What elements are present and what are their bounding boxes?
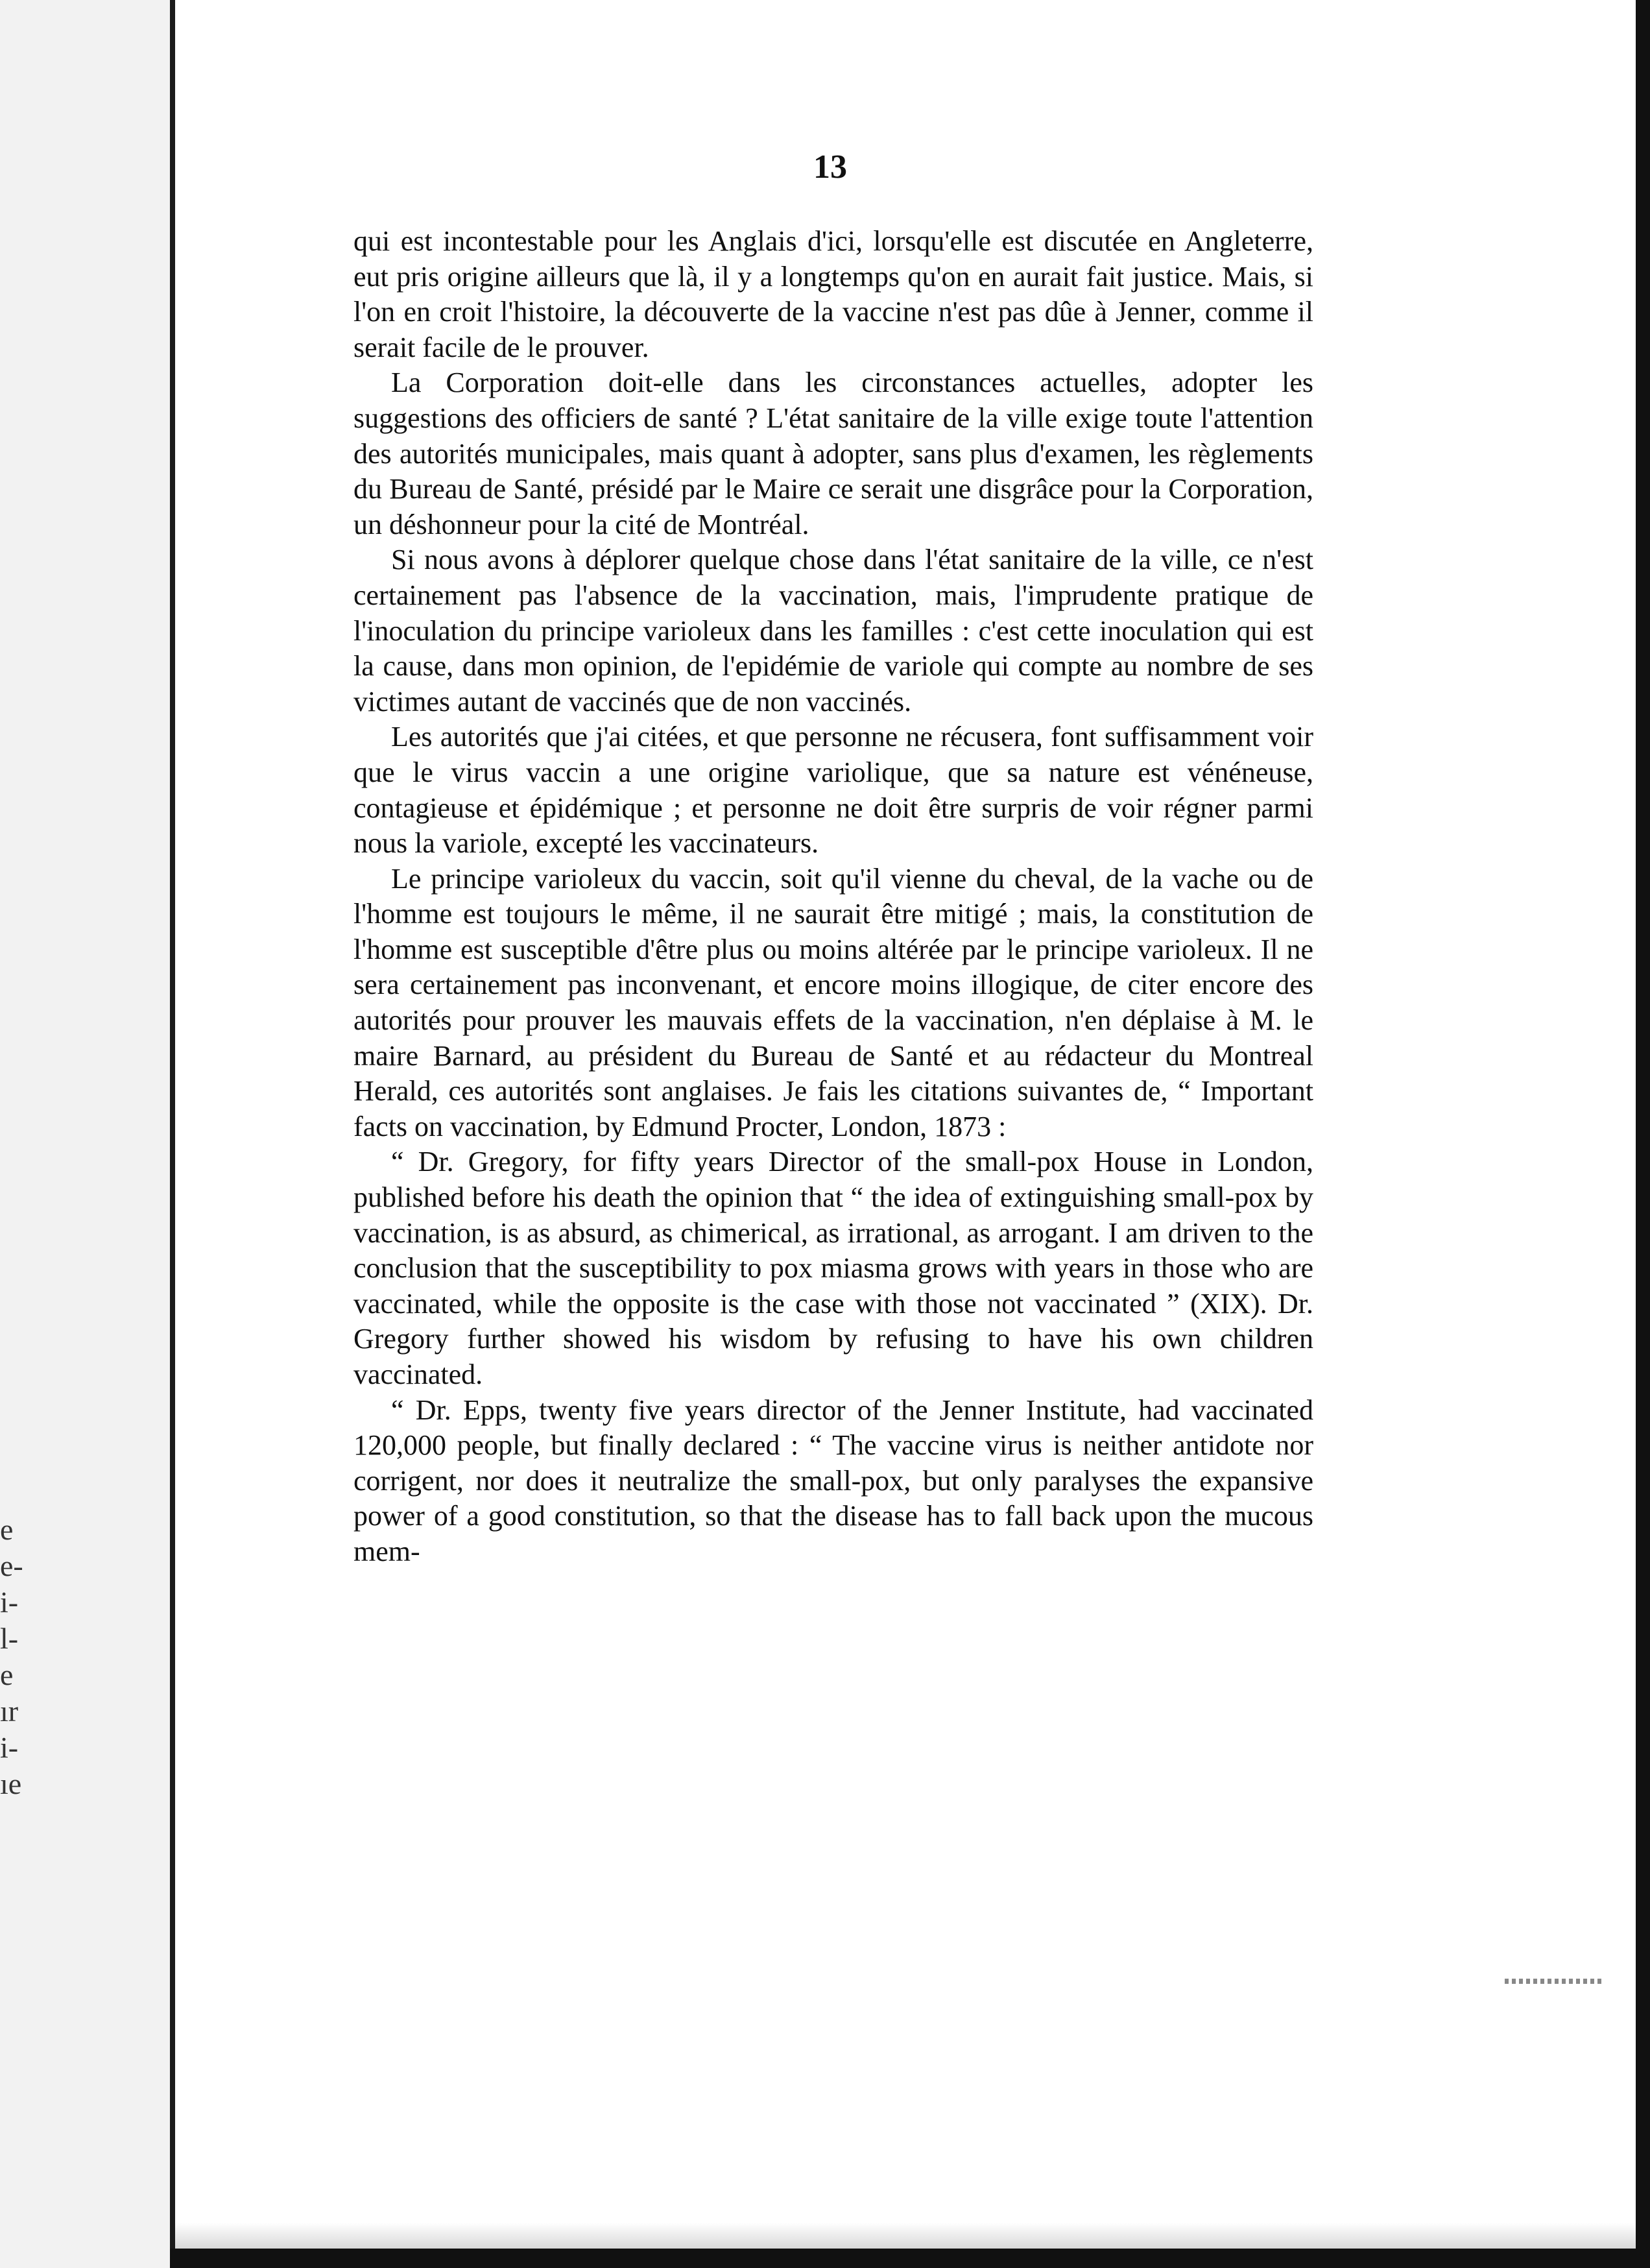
left-margin-fragments bbox=[0, 1512, 26, 1802]
paragraph-continuation: qui est incontestable pour les Anglais d'ici, lorsqu'elle est discutée en Angleterre, eut pris origine ailleurs que là, il y a longtemps qu'on en aurait fait justice. Mais, si l'on en croit l'histoire, la découverte de la vaccine n'est pas dûe à Jenner, comme il serait facile de le prouver. bbox=[353, 225, 1313, 363]
paragraph: Le principe varioleux du vaccin, soit qu'il vienne du cheval, de la vache ou de l'homme est toujours le même, il ne saurait être mitigé ; mais, la constitution de l'homme est susceptible d'être plus ou moins altérée par le principe varioleux. Il ne sera certainement pas inconvenant, et encore moins illogique, de citer encore des autorités pour prouver les mauvais effets de la vaccination, n'en déplaise à M. le maire Barnard, au président du Bureau de Santé et au rédacteur du Montreal Herald, ces autorités sont anglaises. Je fais les citations suivantes de, “ Important facts on vaccination, by Edmund Procter, London, 1873 : bbox=[353, 862, 1313, 1142]
left-page-strip bbox=[0, 0, 174, 2268]
margin-fragment: i- bbox=[0, 1731, 19, 1764]
margin-fragment: l- bbox=[0, 1622, 19, 1655]
margin-fragment: e- bbox=[0, 1549, 23, 1582]
body-text bbox=[353, 224, 1313, 1570]
paragraph: Les autorités que j'ai citées, et que personne ne récusera, font suffisamment voir que le virus vaccin a une origine variolique, que sa nature est vénéneuse, contagieuse et épidémique ; et personne ne doit être surpris de voir régner parmi nous la variole, excepté les vaccinateurs. bbox=[353, 721, 1313, 860]
page-bottom-shadow bbox=[175, 2223, 1636, 2249]
margin-fragment: e bbox=[0, 1658, 14, 1691]
scan-bottom-edge bbox=[170, 2249, 1650, 2268]
scan-speck bbox=[1505, 1979, 1602, 1984]
margin-fragment: ır bbox=[0, 1695, 19, 1728]
paragraph: Si nous avons à déplorer quelque chose dans l'état sanitaire de la ville, ce n'est certainement pas l'absence de la vaccination, mais, l'imprudente pratique de l'inoculation du principe varioleux dans les familles : c'est cette inoculation qui est la cause, dans mon opinion, de l'epidémie de variole qui compte au nombre de ses victimes autant de vaccinés que de non vaccinés. bbox=[353, 544, 1313, 718]
page-number: 13 bbox=[813, 149, 847, 186]
page-gutter-shadow bbox=[170, 0, 175, 2268]
margin-fragment: ıe bbox=[0, 1767, 22, 1800]
quotation-paragraph: “ Dr. Gregory, for fifty years Director of the small-pox House in London, published before his death the opinion that “ the idea of extinguishing small-pox by vaccination, is as absurd, as chimerical, as irrational, as arrogant. I am driven to the conclusion that the susceptibility to pox miasma grows with years in those who are vaccinated, while the opposite is the case with those not vaccinated ” (XIX). Dr. Gregory further showed his wisdom by refusing to have his own children vaccinated. bbox=[353, 1146, 1313, 1390]
margin-fragment: e bbox=[0, 1513, 14, 1546]
scan-right-edge bbox=[1636, 0, 1650, 2268]
margin-fragment: i- bbox=[0, 1586, 19, 1619]
quotation-paragraph: “ Dr. Epps, twenty five years director of the Jenner Institute, had vaccinated 120,000 people, but finally declared : “ The vaccine virus is neither antidote nor corrigent, nor does it neutralize the small-pox, but only paralyses the expansive power of a good constitution, so that the disease has to fall back upon the mucous mem- bbox=[353, 1393, 1313, 1567]
paragraph: La Corporation doit-elle dans les circonstances actuelles, adopter les suggestions des officiers de santé ? L'état sanitaire de la ville exige toute l'attention des autorités municipales, mais quant à adopter, sans plus d'examen, les règlements du Bureau de Santé, présidé par le Maire ce serait une disgrâce pour la Corporation, un déshonneur pour la cité de Montréal. bbox=[353, 367, 1313, 540]
